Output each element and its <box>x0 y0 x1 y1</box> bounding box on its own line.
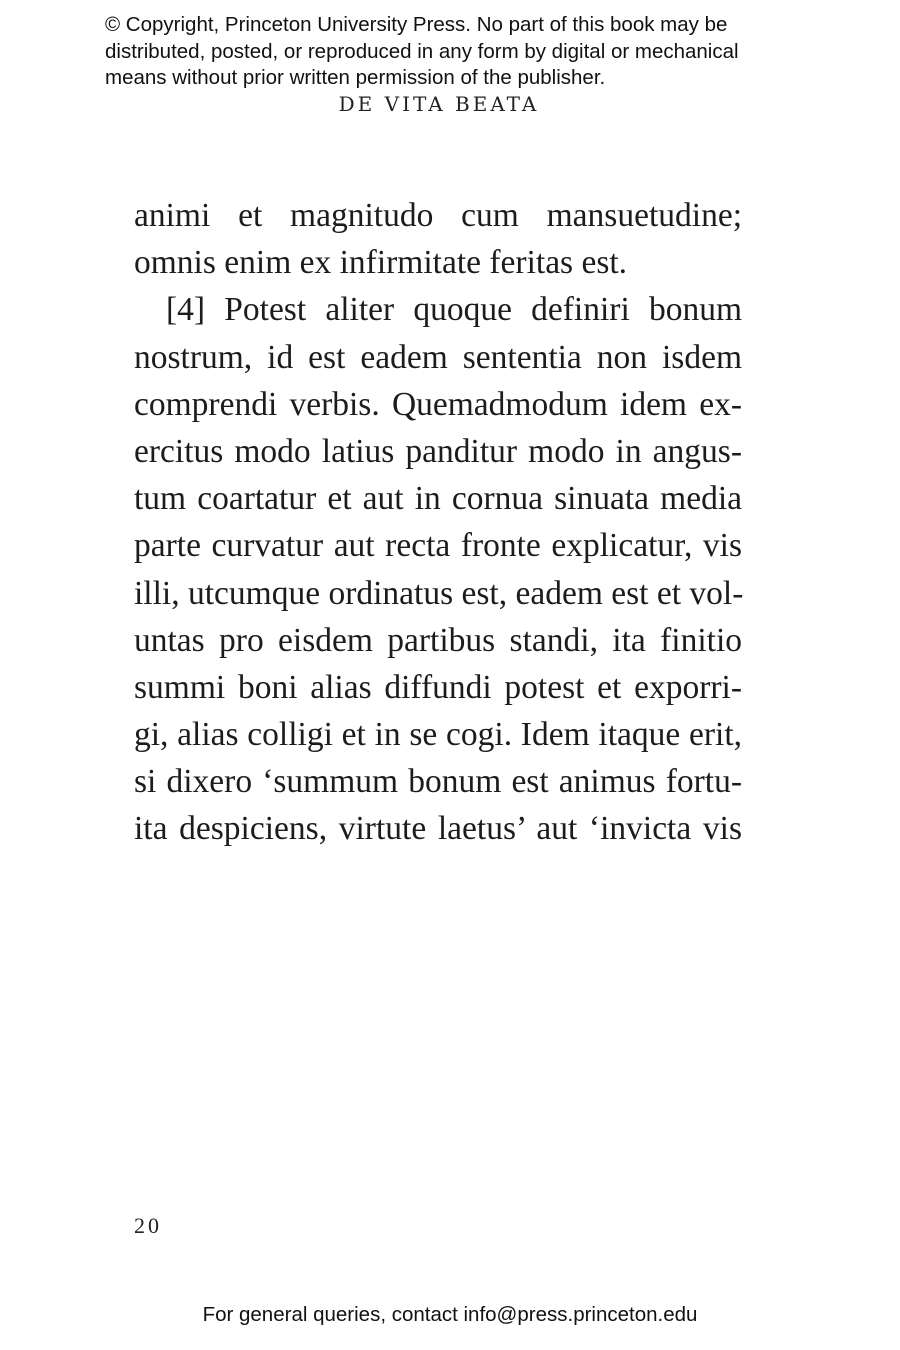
copyright-line: © Copyright, Princeton University Press. No part of this book may be <box>105 13 728 36</box>
text-line: si dixero ‘summum bonum est animus fortu- <box>134 763 742 801</box>
text-line: summi boni alias diffundi potest et exporri- <box>134 668 742 706</box>
page-number: 20 <box>134 1213 162 1238</box>
footer-contact: For general queries, contact info@press.princeton.edu <box>202 1303 698 1326</box>
text-line: tum coartatur et aut in cornua sinuata media <box>134 480 742 518</box>
copyright-line: means without prior written permission of the publisher. <box>105 66 606 89</box>
text-line: ita despiciens, virtute laetus’ aut ‘invicta vis <box>134 810 742 848</box>
copyright-notice <box>105 12 825 92</box>
text-line: omnis enim ex infirmitate feritas est. <box>134 244 628 282</box>
text-line: untas pro eisdem partibus standi, ita finitio <box>134 621 742 659</box>
copyright-line: distributed, posted, or reproduced in any form by digital or mechanical <box>105 39 739 63</box>
text-line: comprendi verbis. Quemadmodum idem ex- <box>134 385 742 423</box>
text-line: [4] Potest aliter quoque definiri bonum <box>166 291 742 329</box>
text-line: gi, alias colligi et in se cogi. Idem itaque erit, <box>134 716 742 754</box>
text-line: ercitus modo latius panditur modo in angus- <box>134 432 742 470</box>
text-line: parte curvatur aut recta fronte explicatur, vis <box>134 527 742 565</box>
text-line: animi et magnitudo cum mansuetudine; <box>134 197 742 234</box>
body-text <box>134 192 742 853</box>
running-head: DE VITA BEATA <box>338 92 540 116</box>
text-line: illi, utcumque ordinatus est, eadem est et vol- <box>134 574 744 612</box>
text-line: nostrum, id est eadem sententia non isdem <box>134 338 742 376</box>
